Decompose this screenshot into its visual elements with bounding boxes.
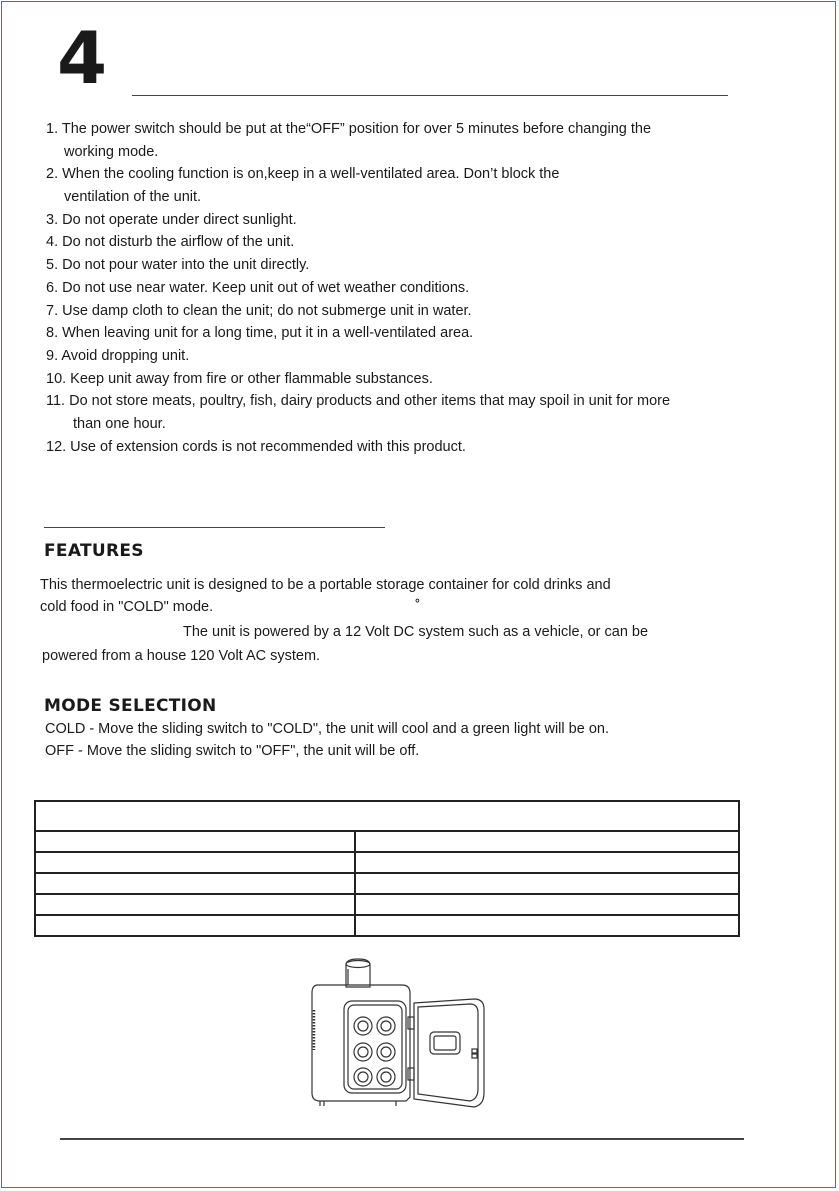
instruction-item: 2. When the cooling function is on,keep in a well-ventilated area. Don’t block the <box>46 166 560 183</box>
table-row <box>36 914 738 916</box>
instruction-continuation: working mode. <box>64 143 159 160</box>
instruction-item: 11. Do not store meats, poultry, fish, dairy products and other items that may spoil in unit for more <box>46 393 671 410</box>
instruction-item: 10. Keep unit away from fire or other flammable substances. <box>46 370 433 387</box>
instruction-item: 12. Use of extension cords is not recommended with this product. <box>46 438 466 455</box>
table-row <box>36 872 738 874</box>
instruction-continuation: than one hour. <box>73 415 166 432</box>
features-rule <box>44 527 385 528</box>
instruction-item: 3. Do not operate under direct sunlight. <box>46 211 297 228</box>
page-number: 4 <box>57 16 108 100</box>
instruction-item: 1. The power switch should be put at the“OFF” position for over 5 minutes before changing the <box>46 121 652 137</box>
instruction-item: 6. Do not use near water. Keep unit out of wet weather conditions. <box>46 279 470 296</box>
instruction-item: 9. Avoid dropping unit. <box>46 347 190 364</box>
table-row <box>36 851 738 853</box>
header-rule <box>132 95 728 96</box>
features-text-line-2: cold food in "COLD" mode. <box>40 599 214 615</box>
mode-cold-description: COLD - Move the sliding switch to "COLD", the unit will cool and a green light will be on. <box>45 721 609 737</box>
mini-fridge-illustration <box>300 955 490 1115</box>
safety-instructions-list <box>46 118 786 458</box>
instruction-continuation: ventilation of the unit. <box>64 189 202 206</box>
instruction-item: 4. Do not disturb the airflow of the unit. <box>46 234 295 251</box>
features-heading: FEATURES <box>44 541 144 561</box>
table-row <box>36 830 738 832</box>
mode-selection-heading: MODE SELECTION <box>44 696 217 716</box>
table-column-divider <box>354 830 356 935</box>
table-row <box>36 893 738 895</box>
instruction-item: 8. When leaving unit for a long time, put it in a well-ventilated area. <box>46 325 474 342</box>
instruction-item: 5. Do not pour water into the unit directly. <box>46 257 310 274</box>
specification-table <box>34 800 740 937</box>
instruction-item: 7. Use damp cloth to clean the unit; do not submerge unit in water. <box>46 302 472 319</box>
mode-off-description: OFF - Move the sliding switch to "OFF", the unit will be off. <box>45 743 420 759</box>
features-text-line-4: powered from a house 120 Volt AC system. <box>42 648 321 664</box>
degree-symbol: ° <box>415 596 420 610</box>
features-text-line-3: The unit is powered by a 12 Volt DC system such as a vehicle, or can be <box>183 624 649 640</box>
footer-rule <box>60 1138 744 1140</box>
features-text-line-1: This thermoelectric unit is designed to be a portable storage container for cold drinks and <box>40 577 611 593</box>
